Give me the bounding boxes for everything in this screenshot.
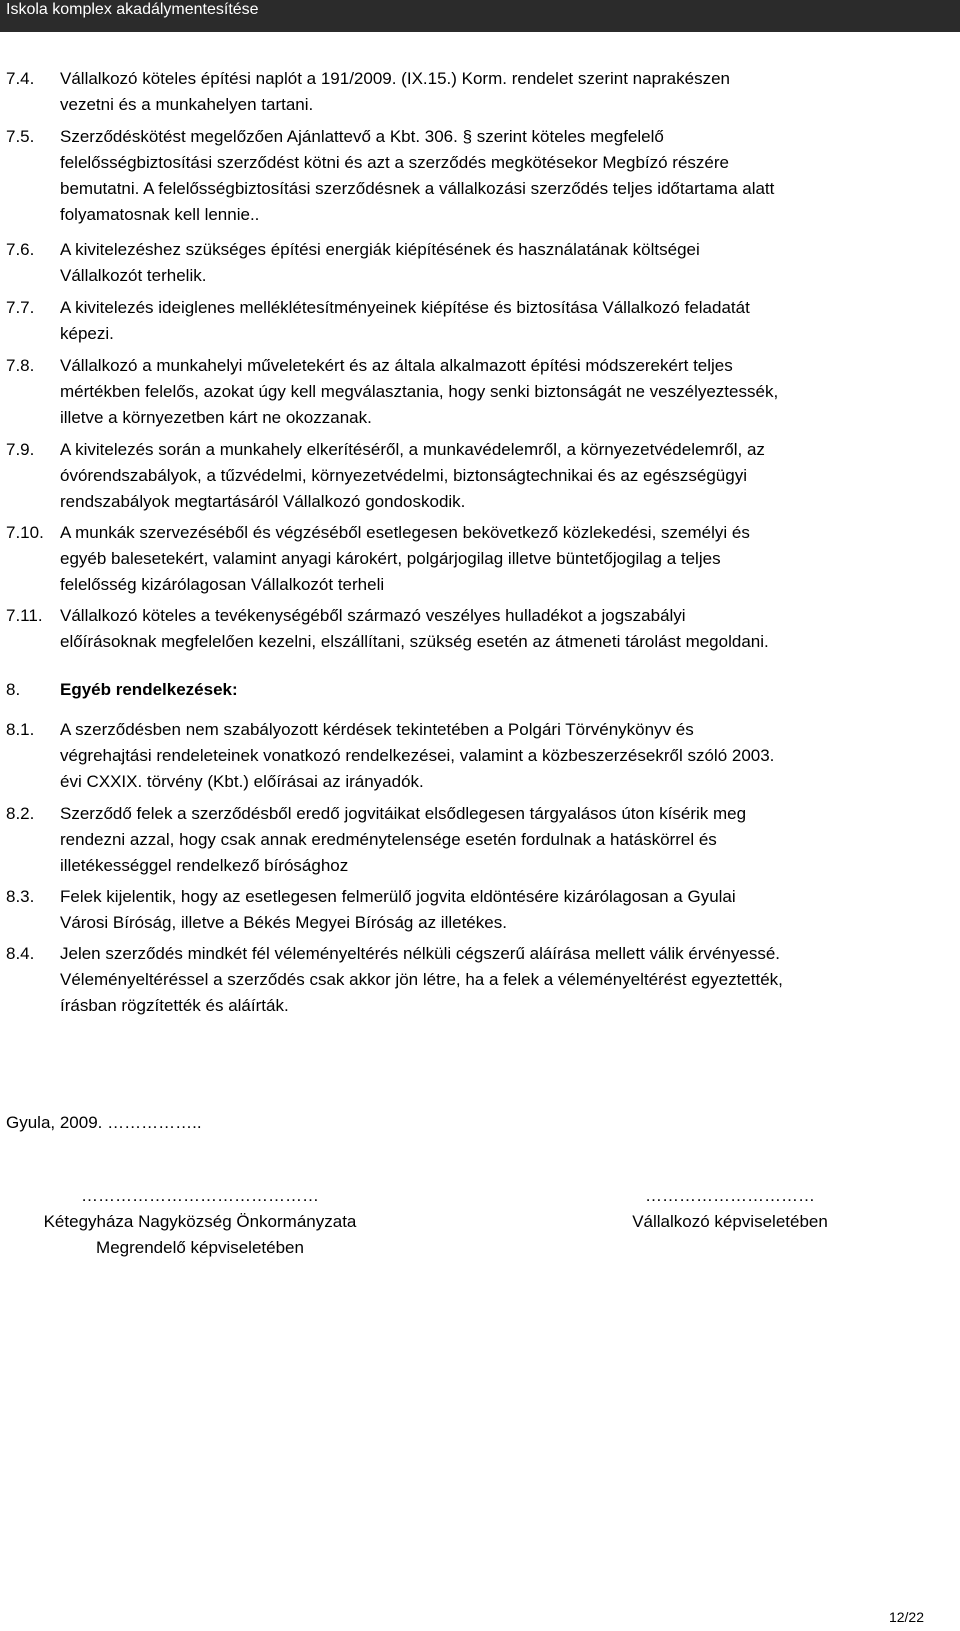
text-line: Jelen szerződés mindkét fél véleményeltérés nélküli cégszerű aláírása mellett válik érvényessé. xyxy=(60,944,781,963)
signatory-role: Megrendelő képviseletében xyxy=(96,1238,304,1257)
section-number: 8.1. xyxy=(6,720,35,739)
section-text xyxy=(60,520,924,598)
signature-line: …………………………………… xyxy=(81,1186,319,1205)
text-line: felelősség kizárólagosan Vállalkozót terheli xyxy=(60,575,385,594)
section-number: 7.10. xyxy=(6,523,44,542)
text-line: Vállalkozó köteles a tevékenységéből származó veszélyes hulladékot a jogszabályi xyxy=(60,606,686,625)
text-line: A kivitelezés ideiglenes melléklétesítményeinek kiépítése és biztosítása Vállalkozó feladatát xyxy=(60,298,750,317)
text-line: Felek kijelentik, hogy az esetlegesen felmerülő jogvita eldöntésére kizárólagosan a Gyulai xyxy=(60,887,736,906)
section-text xyxy=(60,437,924,515)
text-line: Véleményeltéréssel a szerződés csak akkor jön létre, ha a felek a véleményeltérést egyeztették, xyxy=(60,970,783,989)
signatory-name: Kétegyháza Nagyközség Önkormányzata xyxy=(43,1212,357,1231)
section-number: 7.5. xyxy=(6,127,35,146)
document-title: Iskola komplex akadálymentesítése xyxy=(6,1,259,18)
section-number: 7.11. xyxy=(6,606,43,625)
section-number: 8. xyxy=(6,680,21,699)
text-line: Vállalkozó köteles építési naplót a 191/2009. (IX.15.) Korm. rendelet szerint naprakészen xyxy=(60,69,730,88)
heading-text: Egyéb rendelkezések: xyxy=(60,680,238,699)
text-line: A kivitelezéshez szükséges építési energiák kiépítésének és használatának költségei xyxy=(60,240,700,259)
text-line: Vállalkozót terhelik. xyxy=(60,266,207,285)
section-number: 8.4. xyxy=(6,944,35,963)
text-line: A kivitelezés során a munkahely elkerítéséről, a munkavédelemről, a környezetvédelemről, az xyxy=(60,440,765,459)
page-number: 12/22 xyxy=(888,1609,924,1625)
text-line: Szerződő felek a szerződésből eredő jogvitáikat elsődlegesen tárgyalásos úton kísérik meg xyxy=(60,804,747,823)
section-text xyxy=(60,603,924,655)
place-and-date: Gyula, 2009. …………….. xyxy=(6,1113,202,1132)
text-line: előírásoknak megfelelően kezelni, elszállítani, szükség esetén az átmeneti tárolást megoldani. xyxy=(60,632,769,651)
text-line: évi CXXIX. törvény (Kbt.) előírásai az irányadók. xyxy=(60,772,424,791)
section-text xyxy=(60,124,924,228)
text-line: írásban rögzítették és aláírták. xyxy=(60,996,289,1015)
section-text xyxy=(60,66,924,118)
text-line: felelősségbiztosítási szerződést kötni és azt a szerződés megkötésekor Megbízó részére xyxy=(60,153,729,172)
text-line: illetékességgel rendelkező bírósághoz xyxy=(60,856,349,875)
text-line: mértékben felelős, azokat úgy kell megválasztania, hogy senki biztonságát ne veszélyeztessék, xyxy=(60,382,779,401)
section-text xyxy=(60,237,924,289)
section-number: 7.8. xyxy=(6,356,35,375)
section-number: 7.6. xyxy=(6,240,35,259)
section-text xyxy=(60,353,924,431)
text-line: A munkák szervezéséből és végzéséből esetlegesen bekövetkező közlekedési, személyi és xyxy=(60,523,750,542)
section-text xyxy=(60,801,924,879)
text-line: bemutatni. A felelősségbiztosítási szerződésnek a vállalkozási szerződés teljes időtartama alatt xyxy=(60,179,775,198)
section-number: 8.2. xyxy=(6,804,35,823)
text-line: végrehajtási rendeleteinek vonatkozó rendelkezései, valamint a közbeszerzésekről szóló 2003. xyxy=(60,746,775,765)
text-line: Szerződéskötést megelőzően Ajánlattevő a Kbt. 306. § szerint köteles megfelelő xyxy=(60,127,664,146)
section-text xyxy=(60,717,924,795)
section-text xyxy=(60,295,924,347)
text-line: Városi Bíróság, illetve a Békés Megyei Bíróság az illetékes. xyxy=(60,913,507,932)
text-line: A szerződésben nem szabályozott kérdések tekintetében a Polgári Törvénykönyv és xyxy=(60,720,694,739)
text-line: folyamatosnak kell lennie.. xyxy=(60,205,260,224)
signature-block-client xyxy=(0,1183,400,1261)
text-line: rendszabályok megtartásáról Vállalkozó gondoskodik. xyxy=(60,492,466,511)
section-number: 7.9. xyxy=(6,440,35,459)
text-line: egyéb balesetekért, valamint anyagi károkért, polgárjogilag illetve büntetőjogilag a teljes xyxy=(60,549,721,568)
section-number: 8.3. xyxy=(6,887,35,906)
section-text xyxy=(60,884,924,936)
text-line: óvórendszabályok, a tűzvédelmi, környezetvédelmi, biztonságtechnikai és az egészségügyi xyxy=(60,466,747,485)
text-line: Vállalkozó a munkahelyi műveletekért és az általa alkalmazott építési módszerekért teljes xyxy=(60,356,733,375)
signatory-role: Vállalkozó képviseletében xyxy=(632,1212,828,1231)
section-heading xyxy=(60,677,924,703)
text-line: illetve a környezetben kárt ne okozzanak. xyxy=(60,408,372,427)
section-number: 7.4. xyxy=(6,69,35,88)
section-number: 7.7. xyxy=(6,298,35,317)
signature-line: ………………………… xyxy=(645,1186,815,1205)
section-text xyxy=(60,941,924,1019)
text-line: vezetni és a munkahelyen tartani. xyxy=(60,95,314,114)
text-line: rendezni azzal, hogy csak annak eredménytelensége esetén fordulnak a hatáskörrel és xyxy=(60,830,717,849)
text-line: képezi. xyxy=(60,324,114,343)
signature-block-contractor xyxy=(520,1183,940,1235)
